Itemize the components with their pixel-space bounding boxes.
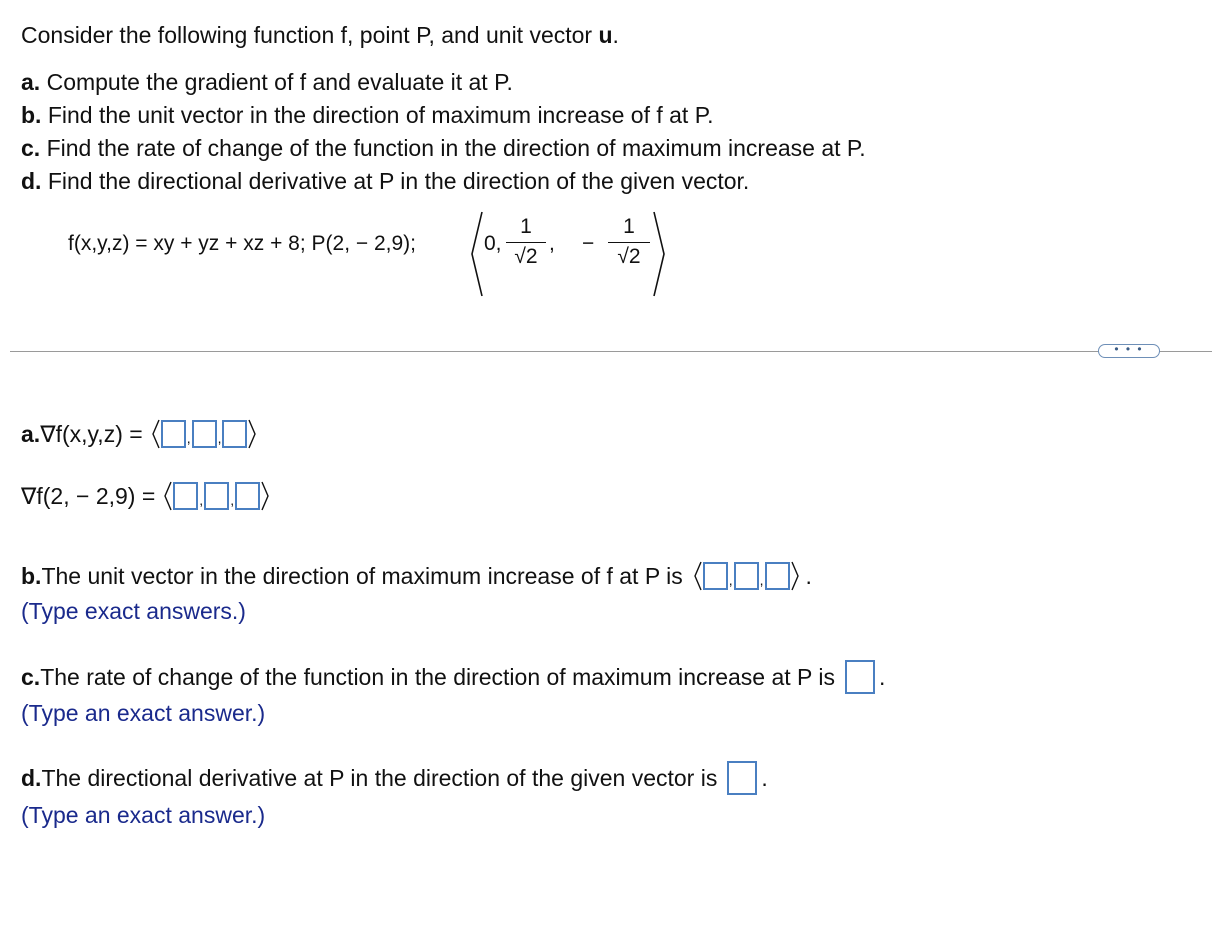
part-a-eval-line [21, 480, 270, 512]
gradient-at-p-x-input[interactable] [173, 482, 198, 510]
part-b-period: . [805, 562, 812, 589]
fraction-numerator: 1 [623, 215, 635, 238]
task-b [21, 99, 866, 132]
vector-second-fraction [506, 214, 546, 269]
part-d-line [21, 761, 768, 795]
left-angle-bracket [693, 560, 703, 592]
unit-vector-x-input[interactable] [703, 562, 728, 590]
given-formula [68, 208, 688, 300]
gradient-at-p-y-input[interactable] [204, 482, 229, 510]
intro-text: Consider the following function f, point P, and unit vector [21, 22, 599, 48]
task-list [21, 66, 866, 198]
intro-bold-u: u [598, 22, 613, 48]
part-a-label: a. [21, 420, 41, 447]
negative-sign: − [582, 232, 595, 255]
right-angle-bracket [652, 208, 666, 300]
gradient-z-input[interactable] [222, 420, 247, 448]
task-c [21, 132, 866, 165]
part-d-label: d. [21, 764, 42, 791]
gradient-y-input[interactable] [192, 420, 217, 448]
part-d-text: The directional derivative at P in the direction of the given vector is [41, 764, 718, 791]
task-c-letter: c. [21, 135, 41, 161]
vector-first-component: 0, [484, 232, 502, 255]
part-b-label: b. [21, 562, 42, 589]
right-angle-bracket [790, 560, 800, 592]
task-c-text: Find the rate of change of the function in the direction of maximum increase at P. [40, 135, 866, 161]
problem-intro [21, 22, 619, 49]
comma: , [199, 492, 204, 508]
comma: , [728, 572, 733, 588]
function-and-point: f(x,y,z) = xy + yz + xz + 8; P(2, − 2,9); [68, 232, 416, 255]
part-c-text: The rate of change of the function in the direction of maximum increase at P is [40, 663, 835, 690]
task-a-text: Compute the gradient of f and evaluate it at P. [40, 69, 513, 95]
right-angle-bracket [247, 418, 257, 450]
rate-of-change-input[interactable] [845, 660, 875, 694]
task-a-letter: a. [21, 69, 41, 95]
comma: , [230, 492, 235, 508]
task-b-text: Find the unit vector in the direction of maximum increase of f at P. [41, 102, 714, 128]
section-divider [10, 351, 1212, 352]
more-options-button[interactable]: • • • [1098, 344, 1160, 358]
left-angle-bracket [470, 208, 484, 300]
gradient-vector [151, 418, 258, 450]
comma: , [217, 430, 222, 446]
part-c-line [21, 660, 885, 694]
part-a-gradient-line [21, 418, 257, 450]
fraction-denominator: √2 [514, 245, 538, 268]
directional-derivative-input[interactable] [727, 761, 757, 795]
gradient-at-p-vector [163, 480, 270, 512]
left-angle-bracket [151, 418, 161, 450]
intro-period: . [612, 22, 619, 48]
fraction-bar [608, 242, 650, 243]
vector-separator: , [549, 232, 555, 255]
gradient-label: ∇f(x,y,z) = [40, 420, 143, 447]
part-b-line [21, 560, 812, 592]
part-c-period: . [878, 663, 886, 690]
task-d [21, 165, 866, 198]
gradient-x-input[interactable] [161, 420, 186, 448]
fraction-bar [506, 242, 546, 243]
task-a [21, 66, 866, 99]
part-b-text: The unit vector in the direction of maximum increase of f at P is [41, 562, 683, 589]
part-d-period: . [761, 764, 768, 791]
comma: , [759, 572, 764, 588]
unit-vector-y-input[interactable] [734, 562, 759, 590]
fraction-denominator: √2 [617, 245, 641, 268]
left-angle-bracket [163, 480, 173, 512]
unit-vector-answer [693, 560, 800, 592]
vector-third-fraction [608, 214, 650, 269]
unit-vector-z-input[interactable] [765, 562, 790, 590]
task-b-letter: b. [21, 102, 42, 128]
task-d-letter: d. [21, 168, 42, 194]
gradient-at-p-label: ∇f(2, − 2,9) = [21, 482, 156, 509]
fraction-numerator: 1 [520, 215, 532, 238]
right-angle-bracket [260, 480, 270, 512]
part-c-hint: (Type an exact answer.) [21, 700, 266, 726]
gradient-at-p-z-input[interactable] [235, 482, 260, 510]
part-d-hint: (Type an exact answer.) [21, 802, 266, 828]
part-c-label: c. [21, 663, 41, 690]
part-b-hint: (Type exact answers.) [21, 598, 246, 624]
task-d-text: Find the directional derivative at P in the direction of the given vector. [41, 168, 750, 194]
comma: , [186, 430, 191, 446]
